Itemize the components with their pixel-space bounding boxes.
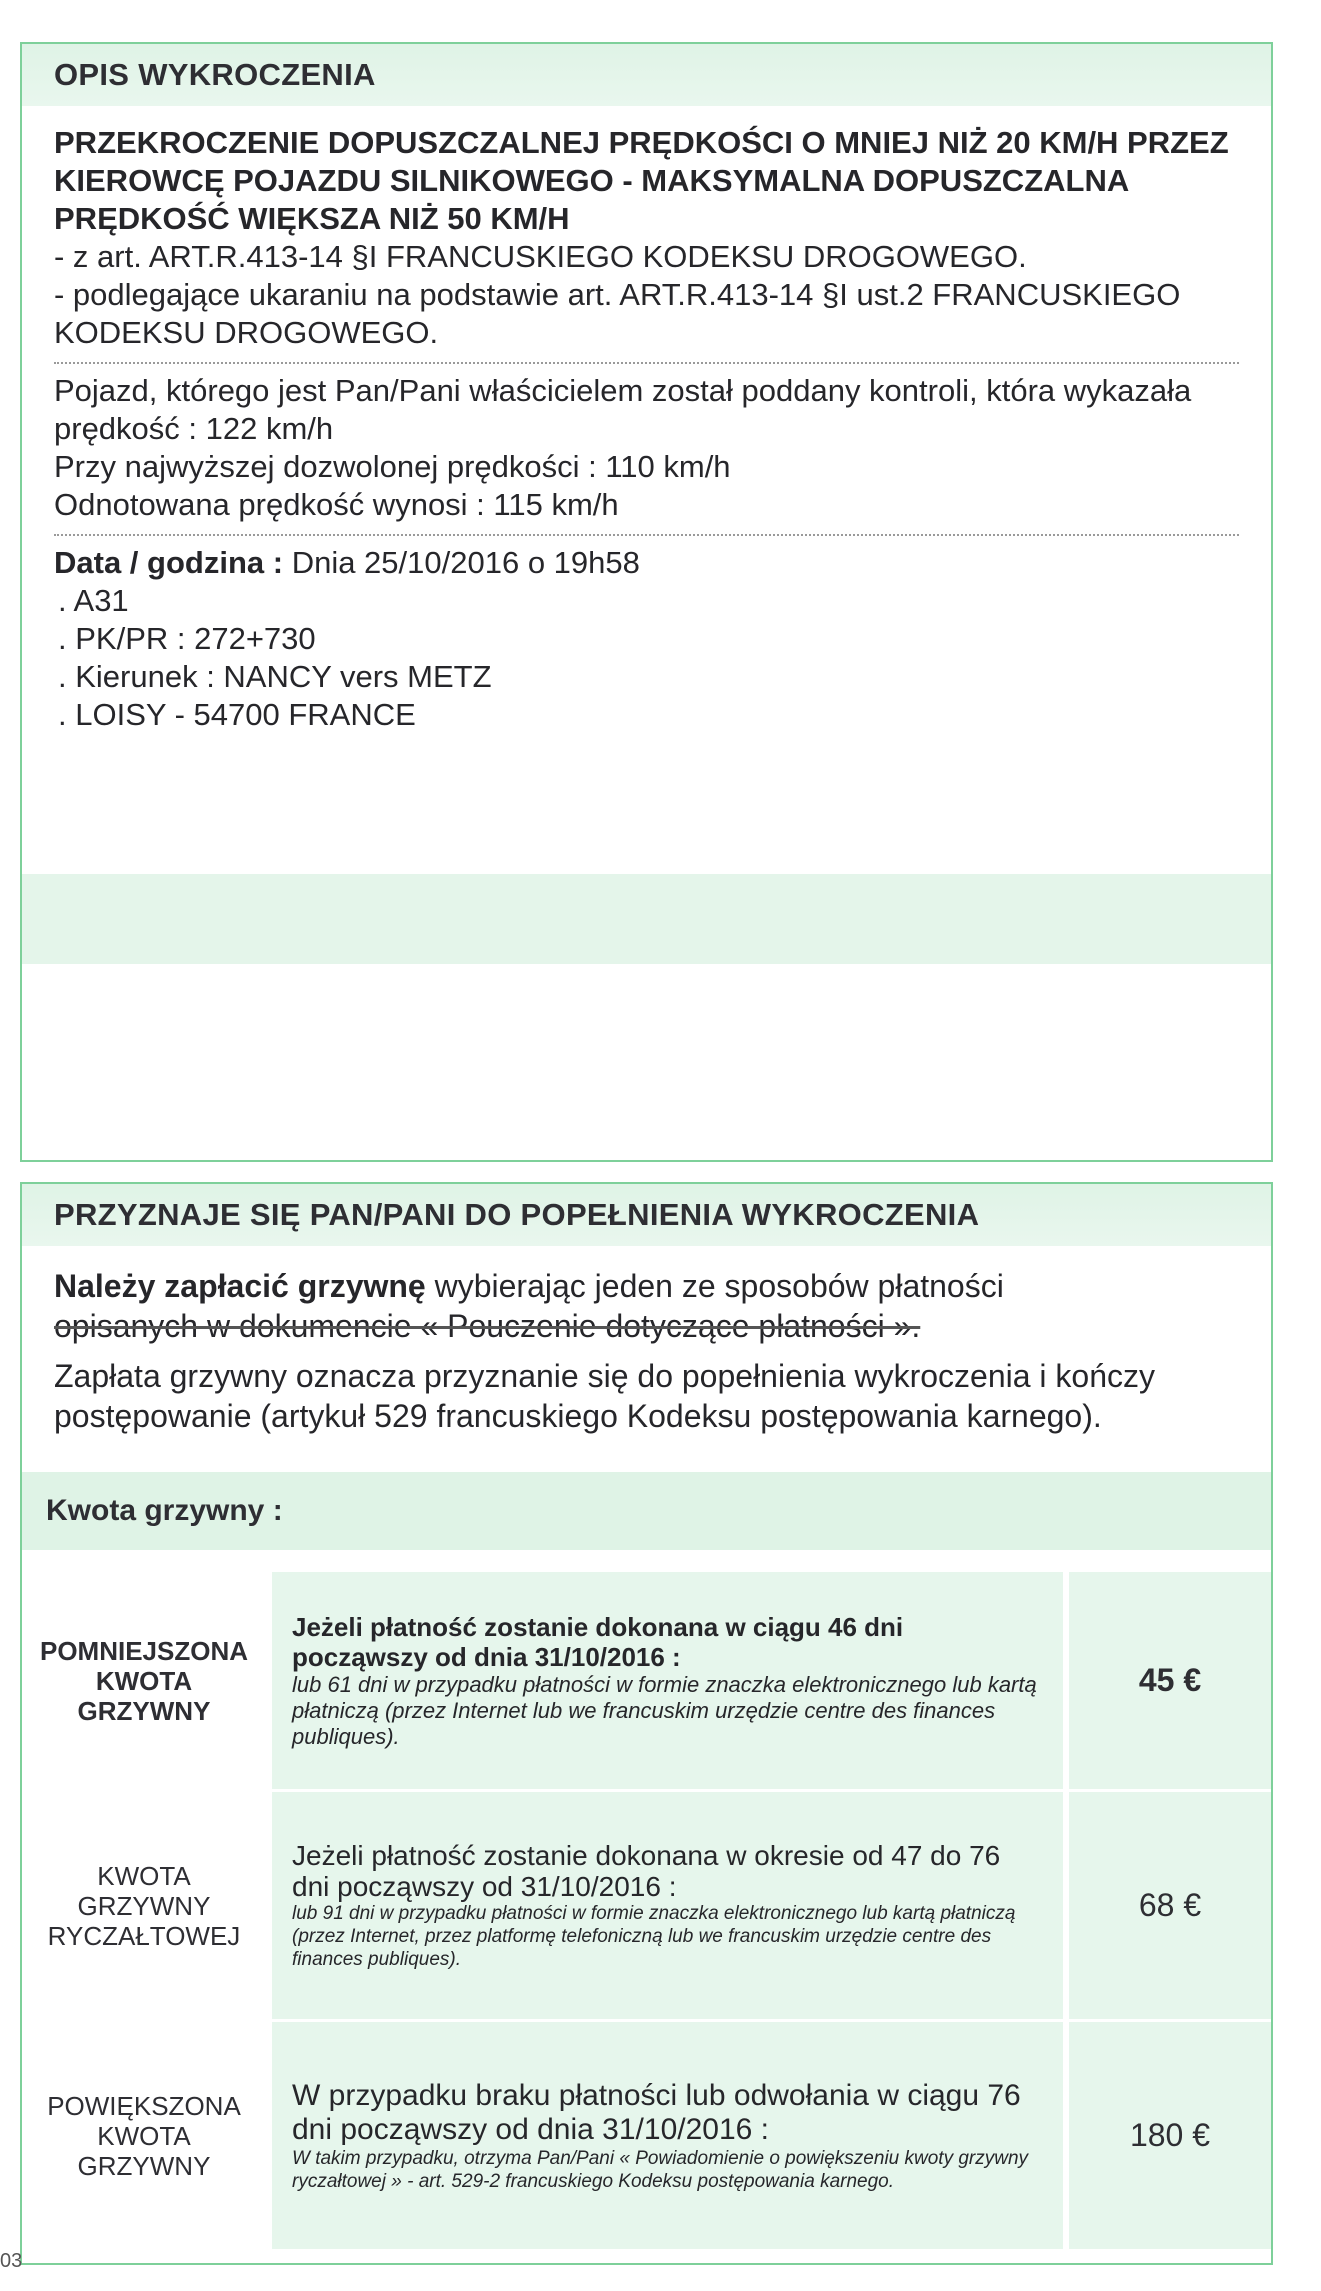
payment-instruction bbox=[54, 1266, 1239, 1306]
admission-header: PRZYZNAJE SIĘ PAN/PANI DO POPEŁNIENIA WYKROCZENIA bbox=[22, 1184, 1271, 1246]
fee-condition: Jeżeli płatność zostanie dokonana w ciągu 46 dni począwszy od dnia 31/10/2016 : bbox=[292, 1611, 904, 1672]
fee-amount: 45 € bbox=[1069, 1572, 1271, 1792]
fee-row-increased bbox=[22, 2022, 1271, 2252]
fee-label: POWIĘKSZONA KWOTA GRZYWNY bbox=[22, 2022, 266, 2252]
location-line: . PK/PR : 272+730 bbox=[58, 621, 316, 656]
divider bbox=[54, 362, 1239, 364]
date-line bbox=[54, 544, 1239, 582]
payment-intro bbox=[22, 1246, 1271, 1436]
offense-body bbox=[22, 106, 1271, 734]
location-line: . Kierunek : NANCY vers METZ bbox=[58, 659, 492, 694]
admission-panel bbox=[20, 1182, 1273, 2265]
payment-rest: wybierając jeden ze sposobów płatności bbox=[425, 1268, 1004, 1304]
fee-table bbox=[22, 1572, 1271, 2252]
fee-row-reduced bbox=[22, 1572, 1271, 1792]
payment-reference: opisanych w dokumencie « Pouczenie dotyczące płatności ». bbox=[54, 1308, 921, 1344]
fee-note: lub 61 dni w przypadku płatności w formie znaczka elektronicznego lub kartą płatniczą (przez Internet lub we francuskim urzędzie centre des finances publiques). bbox=[292, 1671, 1037, 1749]
fee-condition: W przypadku braku płatności lub odwołania w ciągu 76 dni począwszy od dnia 31/10/2016 : bbox=[292, 2078, 1021, 2146]
offense-header: OPIS WYKROCZENIA bbox=[22, 44, 1271, 106]
offense-panel bbox=[20, 42, 1273, 1162]
fee-label: POMNIEJSZONA KWOTA GRZYWNY bbox=[22, 1572, 266, 1792]
article-line-1: - z art. ART.R.413-14 §I FRANCUSKIEGO KODEKSU DROGOWEGO. bbox=[54, 239, 1027, 274]
fee-description bbox=[266, 1792, 1069, 2022]
location-line: . LOISY - 54700 FRANCE bbox=[58, 697, 416, 732]
empty-band bbox=[22, 874, 1271, 964]
payment-lead: Należy zapłacić grzywnę bbox=[54, 1268, 426, 1304]
divider bbox=[54, 534, 1239, 536]
recorded-speed-text: Odnotowana prędkość wynosi : 115 km/h bbox=[54, 487, 619, 522]
page-number: 03 bbox=[0, 2250, 23, 2272]
article-line-2: - podlegające ukaraniu na podstawie art. ART.R.413-14 §I ust.2 FRANCUSKIEGO KODEKSU DROGOWEGO. bbox=[54, 277, 1181, 350]
fee-condition: Jeżeli płatność zostanie dokonana w okresie od 47 do 76 dni począwszy od 31/10/2016 : bbox=[292, 1840, 1001, 1902]
offense-title: PRZEKROCZENIE DOPUSZCZALNEJ PRĘDKOŚCI O MNIEJ NIŻ 20 KM/H PRZEZ KIEROWCĘ POJAZDU SILNIKOWEGO - MAKSYMALNA DOPUSZCZALNA PRĘDKOŚĆ WIĘKSZA NIŻ 50 KM/H bbox=[54, 125, 1229, 236]
fee-note: lub 91 dni w przypadku płatności w formie znaczka elektronicznego lub kartą płatniczą (przez Internet, przez platformę telefoniczną lub we francuskim urzędzie centre des finances publiques). bbox=[292, 1903, 1016, 1970]
control-text: Pojazd, którego jest Pan/Pani właścicielem został poddany kontroli, która wykazała prędkość : 122 km/h bbox=[54, 373, 1192, 446]
date-value: Dnia 25/10/2016 o 19h58 bbox=[283, 545, 640, 580]
fee-header: Kwota grzywny : bbox=[22, 1472, 1271, 1550]
fee-row-flat bbox=[22, 1792, 1271, 2022]
max-speed-text: Przy najwyższej dozwolonej prędkości : 110 km/h bbox=[54, 449, 731, 484]
location-line: . A31 bbox=[58, 583, 129, 618]
admission-text: Zapłata grzywny oznacza przyznanie się do popełnienia wykroczenia i kończy postępowanie (artykuł 529 francuskiego Kodeksu postępowania karnego). bbox=[54, 1358, 1156, 1434]
fee-label: KWOTA GRZYWNY RYCZAŁTOWEJ bbox=[22, 1792, 266, 2022]
fee-note: W takim przypadku, otrzyma Pan/Pani « Powiadomienie o powiększeniu kwoty grzywny ryczałtowej » - art. 529-2 francuskiego Kodeksu postępowania karnego. bbox=[292, 2147, 1029, 2192]
fee-description bbox=[266, 2022, 1069, 2252]
fee-amount: 180 € bbox=[1069, 2022, 1271, 2252]
fee-amount: 68 € bbox=[1069, 1792, 1271, 2022]
date-label: Data / godzina : bbox=[54, 545, 284, 580]
fee-description bbox=[266, 1572, 1069, 1792]
